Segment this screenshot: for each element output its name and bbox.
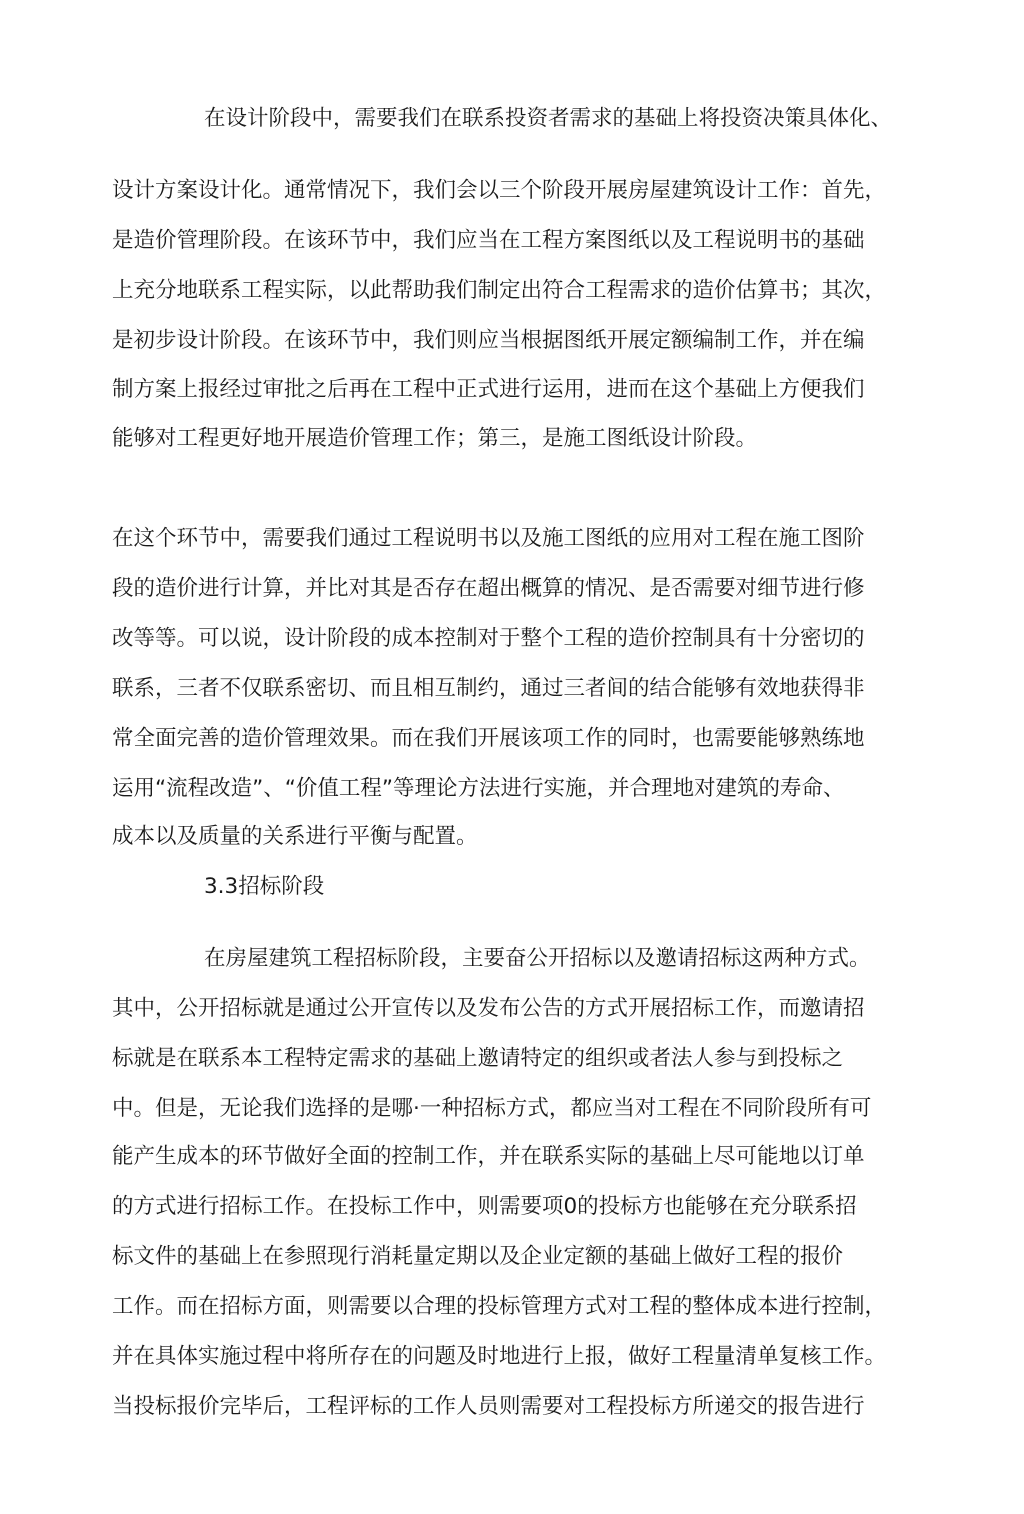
- paragraph-2-line-3: 改等等。可以说，设计阶段的成本控制对于整个工程的造价控制具有十分密切的: [112, 626, 865, 651]
- paragraph-1-line-7: 能够对工程更好地开展造价管理工作；第三，是施工图纸设计阶段。: [112, 426, 758, 451]
- paragraph-3-line-5: 能产生成本的环节做好全面的控制工作，并在联系实际的基础上尽可能地以订单: [112, 1144, 865, 1169]
- paragraph-1-line-3: 是造价管理阶段。在该环节中，我们应当在工程方案图纸以及工程说明书的基础: [112, 228, 865, 253]
- paragraph-2-line-6: 运用“流程改造”、“价值工程”等理论方法进行实施，并合理地对建筑的寿命、: [112, 776, 845, 801]
- paragraph-3-line-1: 在房屋建筑工程招标阶段，主要奋公开招标以及邀请招标这两种方式。: [204, 946, 871, 971]
- paragraph-3-line-6: 的方式进行招标工作。在投标工作中，则需要项0的投标方也能够在充分联系招: [112, 1194, 857, 1219]
- paragraph-2-line-2: 段的造价进行计算，并比对其是否存在超出概算的情况、是否需要对细节进行修: [112, 576, 865, 601]
- paragraph-1-line-4: 上充分地联系工程实际，以此帮助我们制定出符合工程需求的造价估算书；其次，: [112, 278, 887, 303]
- paragraph-1-line-5: 是初步设计阶段。在该环节中，我们则应当根据图纸开展定额编制工作，并在编: [112, 328, 865, 353]
- paragraph-2-line-4: 联系，三者不仅联系密切、而且相互制约，通过三者间的结合能够有效地获得非: [112, 676, 865, 701]
- paragraph-1-line-6: 制方案上报经过审批之后再在工程中正式进行运用，进而在这个基础上方便我们: [112, 377, 865, 402]
- paragraph-3-line-2: 其中，公开招标就是通过公开宣传以及发布公告的方式开展招标工作，而邀请招: [112, 996, 865, 1021]
- paragraph-3-line-7: 标文件的基础上在参照现行消耗量定期以及企业定额的基础上做好工程的报价: [112, 1244, 844, 1269]
- paragraph-2-line-7: 成本以及质量的关系进行平衡与配置。: [112, 824, 478, 849]
- paragraph-3-line-9: 并在具体实施过程中将所存在的问题及时地进行上报，做好工程量清单复核工作。: [112, 1344, 887, 1369]
- paragraph-3-line-10: 当投标报价完毕后，工程评标的工作人员则需要对工程投标方所递交的报告进行: [112, 1394, 865, 1419]
- paragraph-3-line-4: 中。但是，无论我们选择的是哪·一种招标方式，都应当对工程在不同阶段所有可: [112, 1096, 872, 1121]
- section-heading: 3.3招标阶段: [204, 874, 325, 899]
- paragraph-3-line-8: 工作。而在招标方面，则需要以合理的投标管理方式对工程的整体成本进行控制，: [112, 1294, 887, 1319]
- paragraph-2-line-5: 常全面完善的造价管理效果。而在我们开展该项工作的同时，也需要能够熟练地: [112, 726, 865, 751]
- paragraph-2-line-1: 在这个环节中，需要我们通过工程说明书以及施工图纸的应用对工程在施工图阶: [112, 526, 865, 551]
- paragraph-3-line-3: 标就是在联系本工程特定需求的基础上邀请特定的组织或者法人参与到投标之: [112, 1046, 844, 1071]
- paragraph-1-line-1: 在设计阶段中，需要我们在联系投资者需求的基础上将投资决策具体化、: [204, 106, 893, 131]
- paragraph-1-line-2: 设计方案设计化。通常情况下，我们会以三个阶段开展房屋建筑设计工作：首先，: [112, 178, 887, 203]
